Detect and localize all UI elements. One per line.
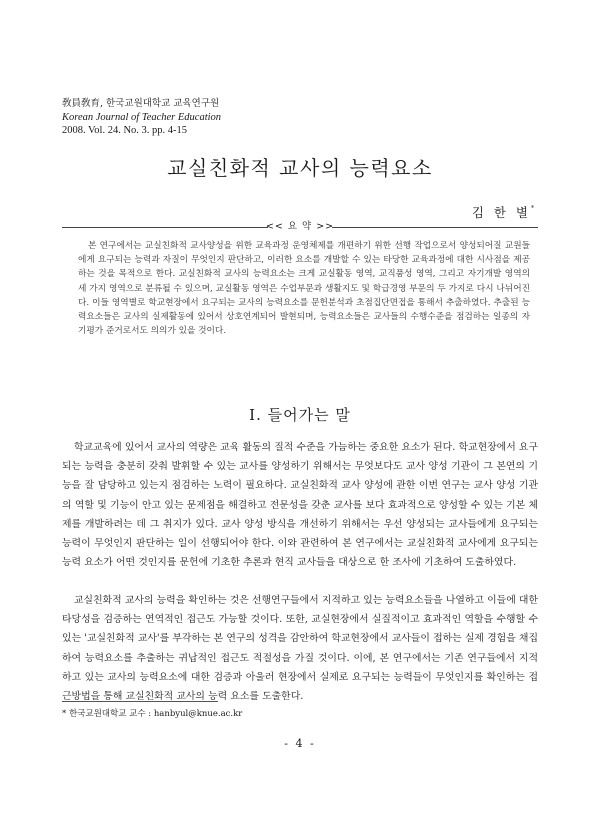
journal-title-english: Korean Journal of Teacher Education xyxy=(62,111,222,123)
body-paragraph-1: 학교교육에 있어서 교사의 역량은 교육 활동의 질적 수준을 가늠하는 중요한 요소가 된다. 학교현장에서 요구되는 능력을 충분히 갖춰 발휘할 수 있는 교사를 양성하기 위해서는 무엇보다도 교사 양성 기관이 그 본연의 기능을 잘 담당하고 있는지 점검하는 노력이 필요하다. 교실친화적 교사 양성에 관한 이번 연구는 교사 양성 기관의 역할 및 기능이 안고 있는 문제점을 해결하고 전문성을 갖춘 교사를 보다 효과적으로 양성할 수 있는 기본 체제를 개발하려는 데 그 취지가 있다. 교사 양성 방식을 개선하기 위해서는 우선 양성되는 교사들에게 요구되는 능력이 무엇인지 판단하는 일이 선행되어야 한다. 이와 관련하여 본 연구에서는 교실친화적 교사에게 요구되는 능력 요소가 어떤 것인지를 문헌에 기초한 추론과 현직 교사들을 대상으로 한 조사에 기초하여 도출하였다. xyxy=(62,442,539,569)
abstract-heading-label: << 요 약 >> xyxy=(265,221,335,232)
section-heading: Ⅰ. 들어가는 말 xyxy=(249,406,351,424)
footnote: * 한국교원대학교 교수 : hanbyul@knue.ac.kr xyxy=(62,709,243,719)
abstract-body: 본 연구에서는 교실친화적 교사양성을 위한 교육과정 운영체제를 개편하기 위한 선행 작업으로서 양성되어질 교원들에게 요구되는 능력과 자질이 무엇인지 판단하고, 이러한 요소를 개발할 수 있는 타당한 교육과정에 대한 시사점을 제공하는 것을 목적으로 한다. 교실친화적 교사의 능력요소는 크게 교실활동 영역, 교직품성 영역, 그리고 자기개발 영역의 세 가지 영역으로 분류될 수 있으며, 교실활동 영역은 수업부문과 생활지도 및 학급경영 부문의 두 가지로 다시 나뉘어진다. 이들 영역별로 학교현장에서 요구되는 교사의 능력요소를 문헌분석과 초점집단면접을 통해서 추출하였다. 추출된 능력요소들은 교사의 실제활동에 있어서 상호연계되어 발현되며, 능력요소들은 교사들의 수행수준을 점검하는 일종의 자기평가 준거로서도 의의가 있을 것이다. xyxy=(78,241,530,337)
body-paragraph-2: 교실친화적 교사의 능력을 확인하는 것은 선행연구들에서 지적하고 있는 능력요소들을 나열하고 이들에 대한 타당성을 검증하는 연역적인 접근도 가능할 것이다. 또한, 교실현장에서 실질적이고 효과적인 역할을 수행할 수 있는 '교실친화적 교사'를 부각하는 본 연구의 성격을 감안하여 학교현장에서 교사들이 접하는 실제 경험을 채집하여 능력요소를 추출하는 귀납적인 접근도 적절성을 가질 것이다. 이에, 본 연구에서는 기존 연구들에서 지적하고 있는 교사의 능력요소에 대한 검증과 아울러 현장에서 실제로 요구되는 능력들이 무엇인지를 확인하는 접근방법을 통해 교실친화적 교사의 능력 요소를 도출한다. xyxy=(62,595,538,703)
author-name xyxy=(472,203,534,221)
abstract-heading xyxy=(62,221,538,233)
footnote-divider xyxy=(62,701,218,702)
author-name-text: 김 한 별 xyxy=(471,205,531,220)
author-footnote-mark: * xyxy=(531,204,534,212)
journal-header xyxy=(62,97,542,138)
abstract-rule-right xyxy=(332,227,538,228)
paper-title: 교실친화적 교사의 능력요소 xyxy=(167,156,433,180)
journal-title-korean: 敎員敎育, 한국교원대학교 교육연구원 xyxy=(62,98,220,109)
page-number: - 4 - xyxy=(284,737,316,750)
journal-issue-info: 2008. Vol. 24. No. 3. pp. 4-15 xyxy=(62,125,188,136)
